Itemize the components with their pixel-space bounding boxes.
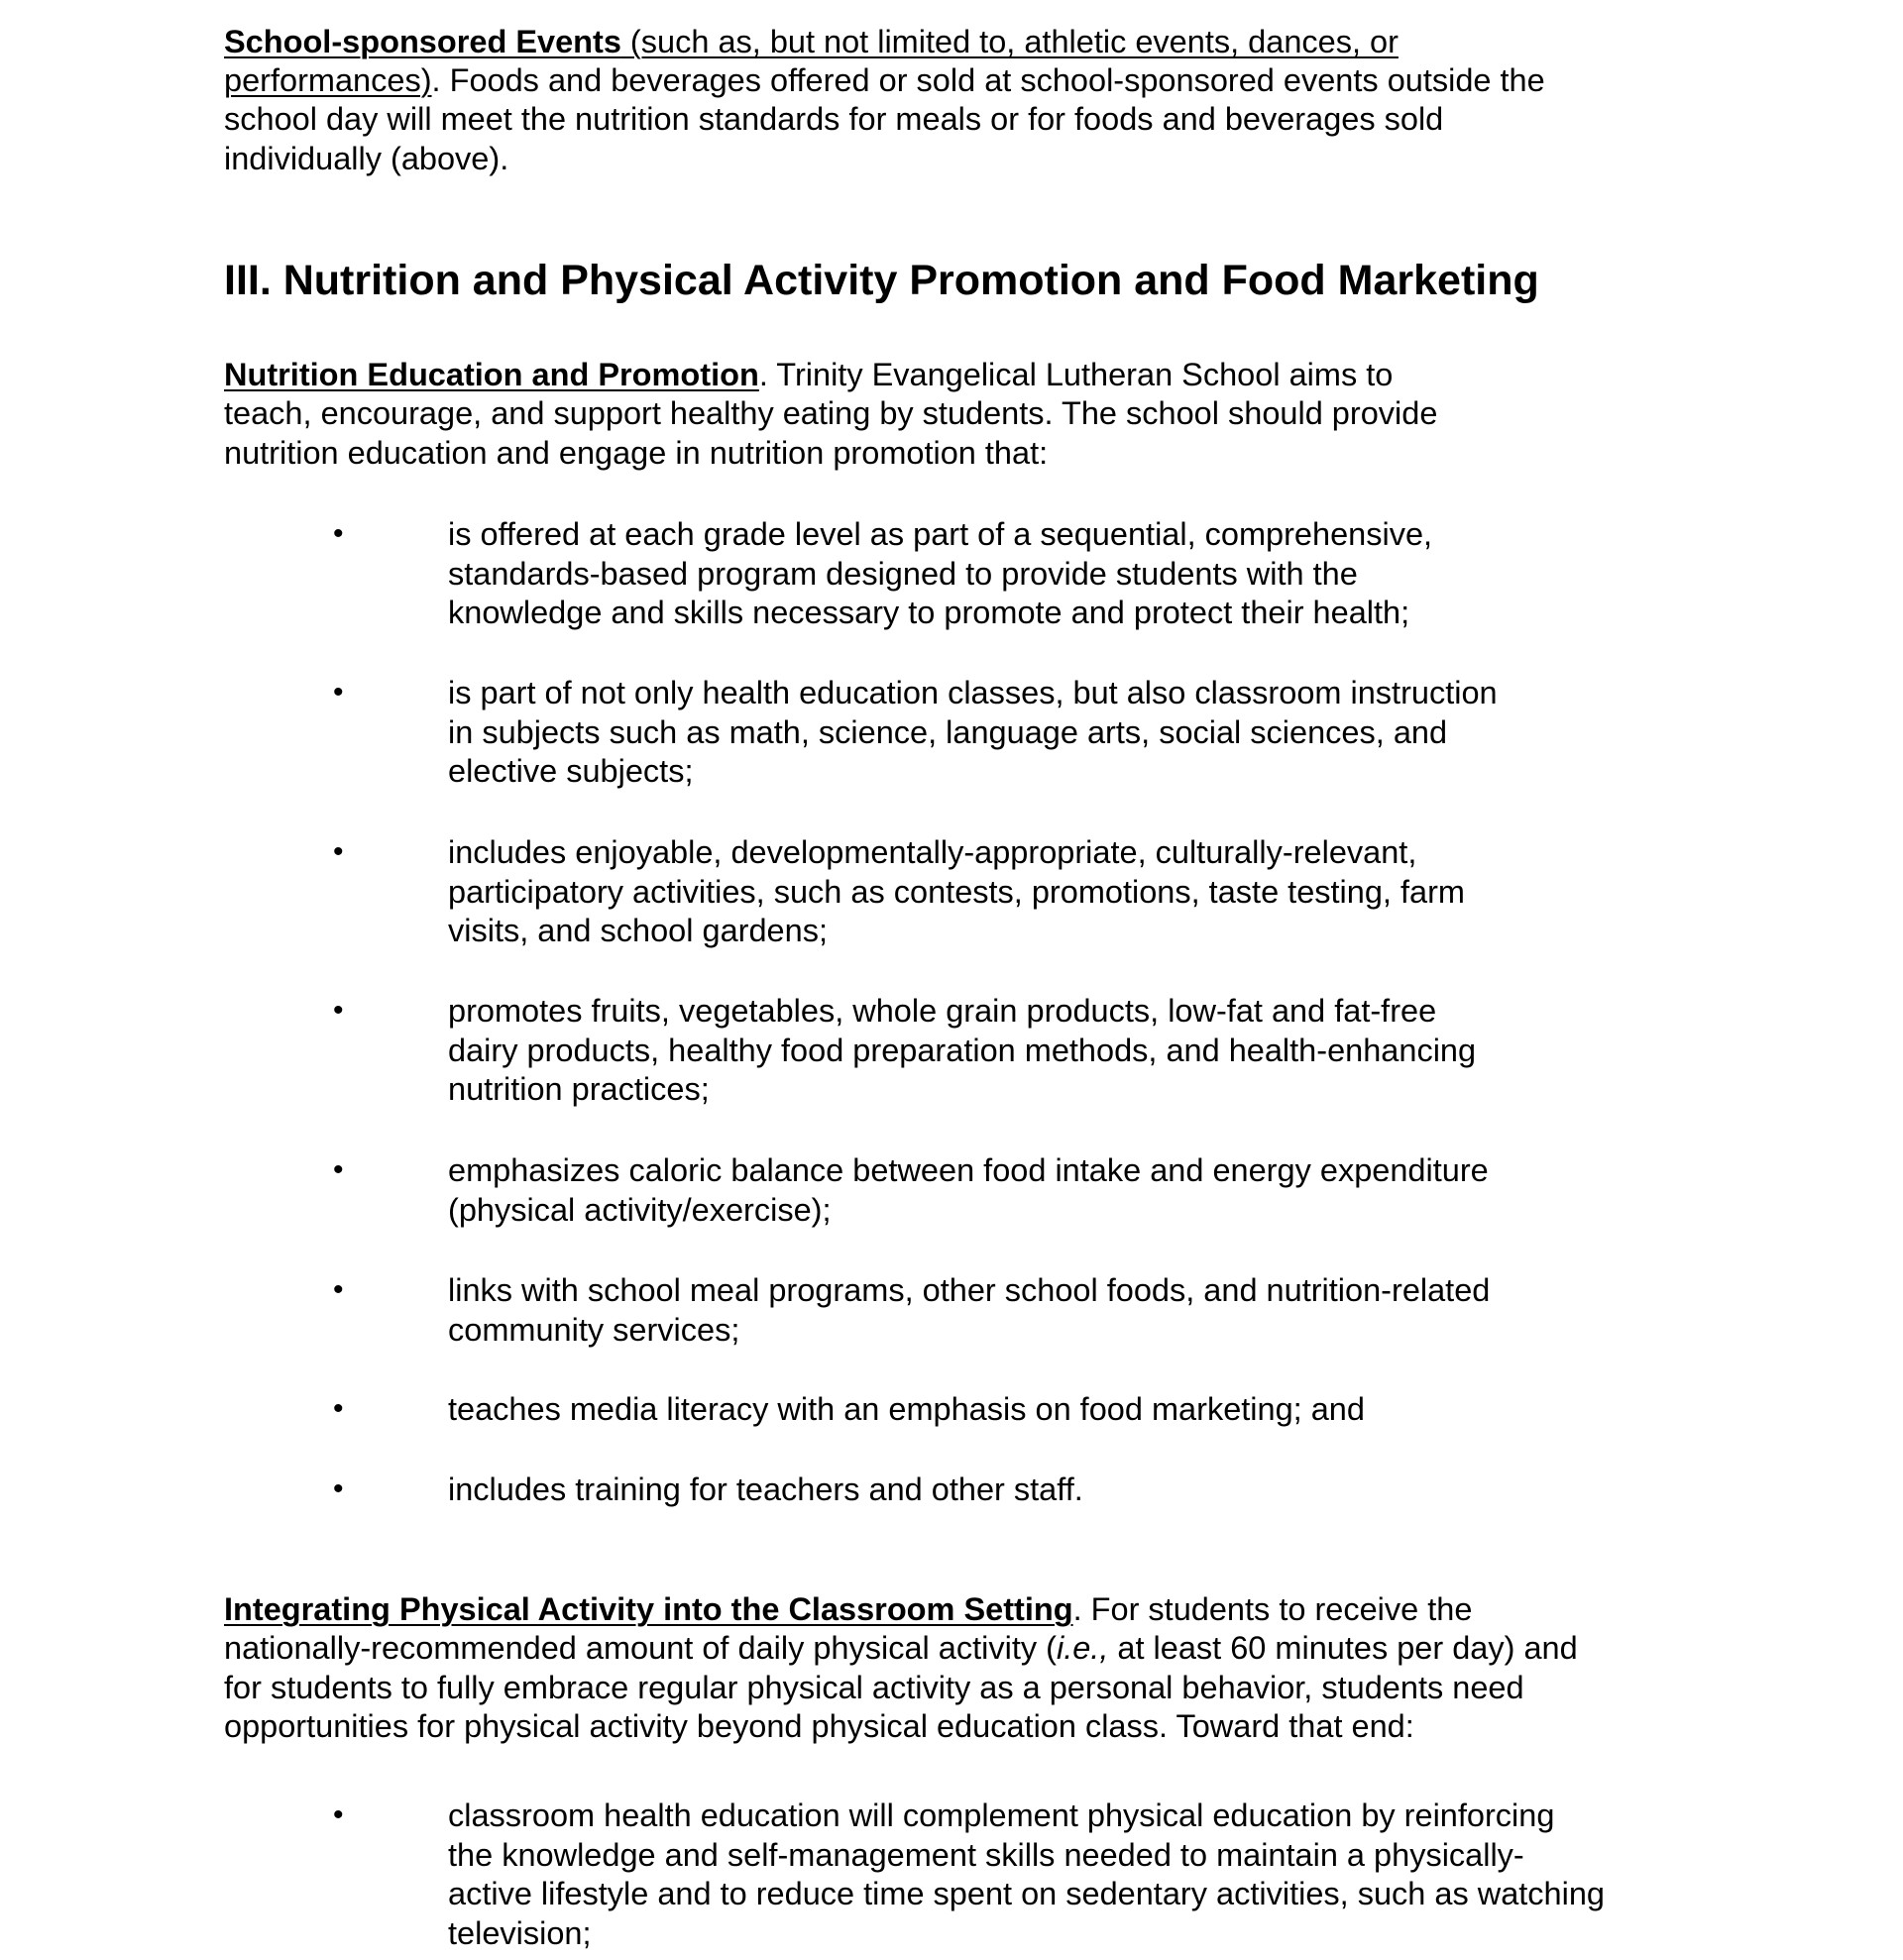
list-item-line: classroom health education will complement physical education by reinforcing	[448, 1797, 1555, 1833]
list-item-line: includes training for teachers and other staff.	[448, 1471, 1083, 1507]
bullet-icon: •	[333, 1273, 344, 1306]
bullet-icon: •	[333, 1798, 344, 1831]
events-qualifier: (such as, but not limited to, athletic events, dances, or	[620, 24, 1399, 59]
ie-abbreviation: i.e.,	[1056, 1630, 1109, 1666]
list-item-line: the knowledge and self-management skills needed to maintain a physically-	[448, 1836, 1524, 1873]
nutrition-intro-line-3: nutrition education and engage in nutrition promotion that:	[224, 435, 1049, 471]
list-item-line: emphasizes caloric balance between food intake and energy expenditure	[448, 1152, 1489, 1188]
bullet-icon: •	[333, 994, 344, 1027]
list-item-line: in subjects such as math, science, language arts, social sciences, and	[448, 713, 1448, 750]
events-paragraph-line-3: school day will meet the nutrition standards for meals or for foods and beverages sold	[224, 101, 1444, 137]
list-item-line: visits, and school gardens;	[448, 913, 828, 948]
list-item-line: elective subjects;	[448, 753, 694, 789]
list-item-line: active lifestyle and to reduce time spent on sedentary activities, such as watching	[448, 1876, 1606, 1911]
list-item-line: participatory activities, such as contests, promotions, taste testing, farm	[448, 873, 1465, 910]
nutrition-intro-text: . Trinity Evangelical Lutheran School aims to	[758, 357, 1394, 392]
bullet-icon: •	[333, 1392, 344, 1425]
events-text: . Foods and beverages offered or sold at school-sponsored events outside the	[431, 62, 1545, 98]
bullet-icon: •	[333, 1153, 344, 1186]
physical-activity-line-2	[224, 1628, 1578, 1668]
physical-activity-text: . For students to receive the	[1072, 1591, 1473, 1627]
events-paragraph-line-4: individually (above).	[224, 141, 509, 176]
list-item-line: nutrition practices;	[448, 1071, 710, 1107]
list-item-line: is part of not only health education classes, but also classroom instruction	[448, 675, 1498, 710]
list-item-line: dairy products, healthy food preparation methods, and health-enhancing	[448, 1032, 1477, 1068]
nutrition-intro-line-1	[224, 355, 1393, 394]
bullet-icon: •	[333, 517, 344, 550]
events-heading: School-sponsored Events	[224, 24, 621, 59]
physical-activity-text-a: nationally-recommended amount of daily physical activity (	[224, 1630, 1057, 1666]
physical-activity-line-3: for students to fully embrace regular physical activity as a personal behavior, students need	[224, 1670, 1524, 1705]
list-item-line: standards-based program designed to provide students with the	[448, 555, 1358, 592]
list-item-line: promotes fruits, vegetables, whole grain products, low-fat and fat-free	[448, 993, 1437, 1029]
events-qualifier-end: performances)	[224, 62, 432, 98]
section-title: III. Nutrition and Physical Activity Promotion and Food Marketing	[224, 257, 1539, 304]
bullet-icon: •	[333, 835, 344, 868]
list-item-line: teaches media literacy with an emphasis on food marketing; and	[448, 1391, 1365, 1427]
list-item-line: includes enjoyable, developmentally-appropriate, culturally-relevant,	[448, 834, 1417, 870]
bullet-icon: •	[333, 1472, 344, 1505]
nutrition-intro-line-2: teach, encourage, and support healthy eating by students. The school should provide	[224, 395, 1438, 431]
list-item-line: is offered at each grade level as part of a sequential, comprehensive,	[448, 516, 1433, 552]
events-paragraph-line-1	[224, 22, 1399, 61]
list-item-line: links with school meal programs, other school foods, and nutrition-related	[448, 1272, 1491, 1308]
events-paragraph-line-2	[224, 60, 1545, 100]
list-item-line: television;	[448, 1914, 592, 1951]
physical-activity-line-1	[224, 1589, 1472, 1629]
physical-activity-text-b: at least 60 minutes per day) and	[1108, 1630, 1578, 1666]
physical-activity-heading: Integrating Physical Activity into the Classroom Setting	[224, 1591, 1073, 1627]
nutrition-education-heading: Nutrition Education and Promotion	[224, 357, 759, 392]
bullet-icon: •	[333, 676, 344, 708]
list-item-line: knowledge and skills necessary to promote and protect their health;	[448, 595, 1410, 630]
list-item-line: (physical activity/exercise);	[448, 1191, 832, 1228]
list-item-line: community services;	[448, 1311, 740, 1348]
physical-activity-line-4: opportunities for physical activity beyond physical education class. Toward that end:	[224, 1708, 1414, 1744]
